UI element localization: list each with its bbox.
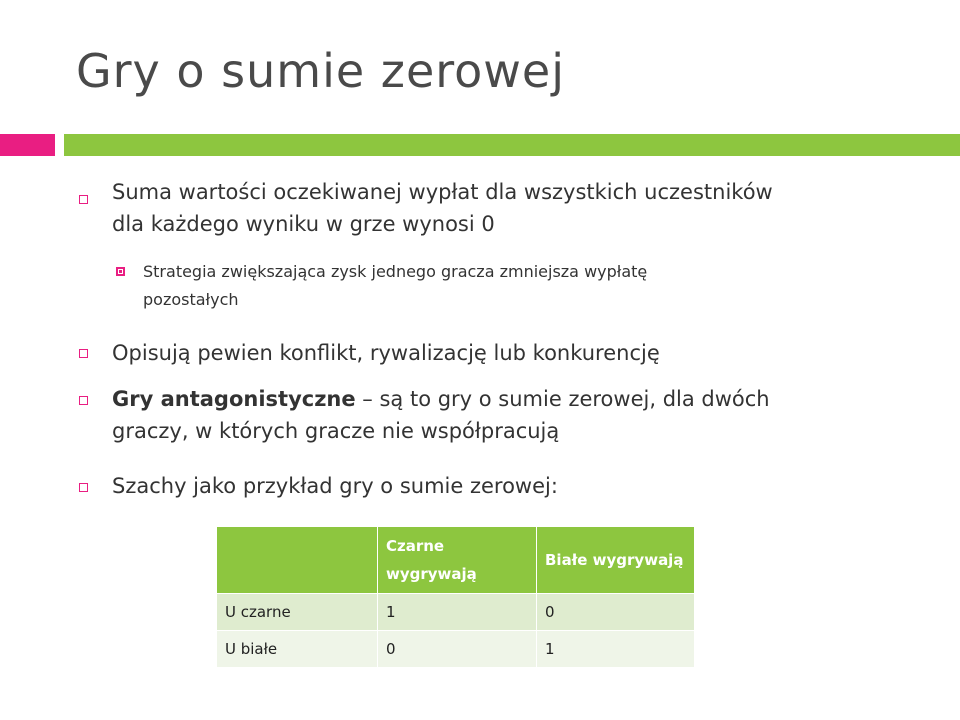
table-header-row [217,527,695,594]
bullet-3-line-2: graczy, w których gracze nie współpracują [112,419,560,443]
bullet-4: Szachy jako przykład gry o sumie zerowej: [112,474,558,498]
table-cell: 0 [378,631,537,668]
table-header-empty [217,527,378,594]
table-cell: 0 [537,594,695,631]
bullet-3-line-1-rest: – są to gry o sumie zerowej, dla dwóch [355,387,770,411]
square-bullet-icon [79,349,88,358]
table-cell: U czarne [217,594,378,631]
square-bullet-icon [79,195,88,204]
chess-payoff-table [216,526,695,668]
bullet-1-line-1: Suma wartości oczekiwanej wypłat dla wszystkich uczestników [112,180,773,204]
square-bullet-icon [79,483,88,492]
filled-square-bullet-icon [116,267,125,276]
title-rule-pink [0,134,55,156]
table-row [217,631,695,668]
square-bullet-icon [79,396,88,405]
table-header-white-wins: Białe wygrywają [537,527,695,594]
title-rule-green [64,134,960,156]
bullet-3 [112,383,902,447]
bullet-1-line-2: dla każdego wyniku w grze wynosi 0 [112,212,495,236]
sub-bullet-1-line-2: pozostałych [143,290,239,309]
slide-title: Gry o sumie zerowej [76,44,565,98]
bullet-2: Opisują pewien konflikt, rywalizację lub konkurencję [112,341,660,365]
bullet-1 [112,176,902,240]
bullet-3-bold-term: Gry antagonistyczne [112,387,356,411]
sub-bullet-1-line-1: Strategia zwiększająca zysk jednego gracza zmniejsza wypłatę [143,262,648,281]
table-cell: 1 [537,631,695,668]
table-cell: 1 [378,594,537,631]
table-row [217,594,695,631]
table-cell: U białe [217,631,378,668]
table-header-black-wins: Czarne wygrywają [378,527,537,594]
sub-bullet-1 [143,258,883,314]
